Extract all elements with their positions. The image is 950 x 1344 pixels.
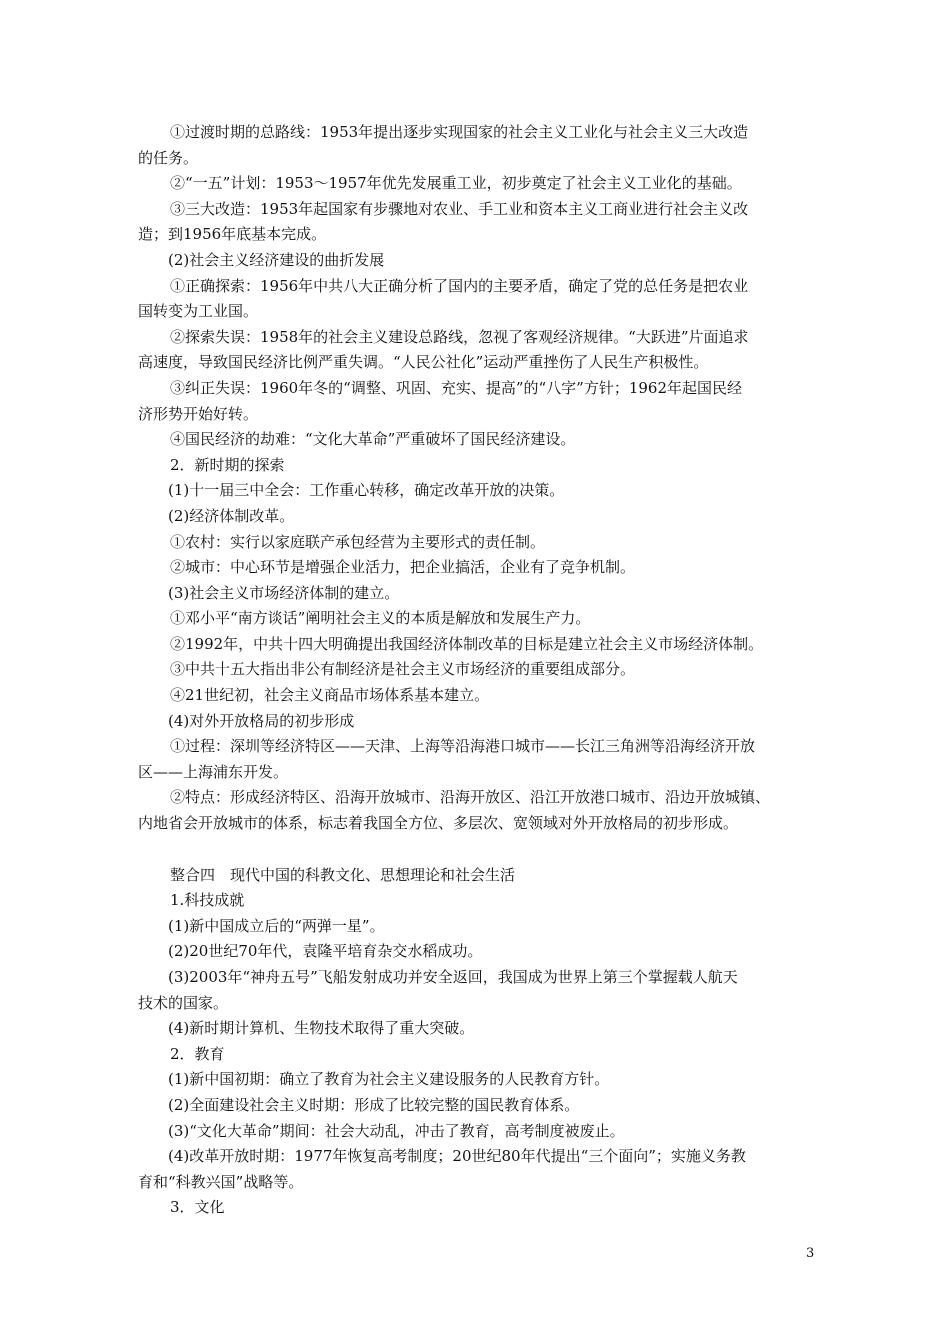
paragraph-line: 造；到1956年底基本完成。 xyxy=(138,225,327,244)
paragraph-line: ③纠正失误：1960年冬的“调整、巩固、充实、提高”的“八字”方针；1962年起国民经 xyxy=(170,378,743,397)
paragraph-line: ①邓小平“南方谈话”阐明社会主义的本质是解放和发展生产力。 xyxy=(170,609,591,628)
paragraph-line: (2)全面建设社会主义时期：形成了比较完整的国民教育体系。 xyxy=(168,1095,580,1114)
body-text xyxy=(138,120,818,1221)
paragraph-line: ②城市：中心环节是增强企业活力，把企业搞活，企业有了竞争机制。 xyxy=(170,558,636,577)
paragraph-line: ②“一五”计划：1953～1957年优先发展重工业，初步奠定了社会主义工业化的基础。 xyxy=(170,174,742,193)
section-heading: 3．文化 xyxy=(170,1198,225,1217)
paragraph-line: ③中共十五大指出非公有制经济是社会主义市场经济的重要组成部分。 xyxy=(170,660,636,679)
paragraph-line: (2)经济体制改革。 xyxy=(168,506,295,525)
paragraph-line: ③三大改造：1953年起国家有步骤地对农业、手工业和资本主义工商业进行社会主义改 xyxy=(170,199,749,218)
paragraph-line: 技术的国家。 xyxy=(138,993,229,1012)
section-title: 整合四 现代中国的科教文化、思想理论和社会生活 xyxy=(170,865,516,884)
paragraph-line: 高速度，导致国民经济比例严重失调。“人民公社化”运动严重挫伤了人民生产积极性。 xyxy=(138,353,709,372)
paragraph-line: 济形势开始好转。 xyxy=(138,404,259,423)
paragraph-line: 国转变为工业国。 xyxy=(138,302,259,321)
paragraph-line: 的任务。 xyxy=(138,148,199,167)
paragraph-line: ①过渡时期的总路线：1953年提出逐步实现国家的社会主义工业化与社会主义三大改造 xyxy=(170,123,749,141)
paragraph-line: (1)新中国初期：确立了教育为社会主义建设服务的人民教育方针。 xyxy=(168,1070,610,1089)
paragraph-line: (3)社会主义市场经济体制的建立。 xyxy=(168,583,400,602)
section-heading: 2．新时期的探索 xyxy=(170,455,285,474)
paragraph-gap xyxy=(138,837,818,863)
paragraph-line: ②探索失误：1958年的社会主义建设总路线，忽视了客观经济规律。“大跃进”片面追求 xyxy=(170,327,749,346)
paragraph-line: ①过程：深圳等经济特区——天津、上海等沿海港口城市——长江三角洲等沿海经济开放 xyxy=(170,737,756,756)
paragraph-line: (2)20世纪70年代，袁隆平培育杂交水稻成功。 xyxy=(168,942,483,961)
paragraph-line: (3)2003年“神舟五号”飞船发射成功并安全返回，我国成为世界上第三个掌握载人航天 xyxy=(168,968,738,986)
page-number: 3 xyxy=(806,1246,815,1261)
section-heading: (2)社会主义经济建设的曲折发展 xyxy=(168,250,385,269)
paragraph-line: ②特点：形成经济特区、沿海开放城市、沿海开放区、沿江开放港口城市、沿边开放城镇、 xyxy=(170,788,771,807)
paragraph-line: (4)新时期计算机、生物技术取得了重大突破。 xyxy=(168,1019,475,1038)
paragraph-line: 区——上海浦东开发。 xyxy=(138,762,289,781)
paragraph-line: (1)新中国成立后的“两弹一星”。 xyxy=(168,916,385,935)
paragraph-line: (1)十一届三中全会：工作重心转移，确定改革开放的决策。 xyxy=(168,481,565,500)
paragraph-line: ④21世纪初，社会主义商品市场体系基本建立。 xyxy=(170,686,490,705)
paragraph-line: (4)改革开放时期：1977年恢复高考制度；20世纪80年代提出“三个面向”；实施义务教 xyxy=(168,1147,746,1166)
section-heading: 1.科技成就 xyxy=(170,891,245,910)
paragraph-line: ①正确探索：1956年中共八大正确分析了国内的主要矛盾，确定了党的总任务是把农业 xyxy=(170,276,749,295)
section-heading: 2．教育 xyxy=(170,1044,225,1063)
paragraph-line: ②1992年，中共十四大明确提出我国经济体制改革的目标是建立社会主义市场经济体制。 xyxy=(170,634,764,653)
paragraph-line: ④国民经济的劫难：“文化大革命”严重破坏了国民经济建设。 xyxy=(170,430,576,449)
paragraph-line: 育和“科教兴国”战略等。 xyxy=(138,1172,304,1191)
paragraph-line: ①农村：实行以家庭联产承包经营为主要形式的责任制。 xyxy=(170,532,546,551)
paragraph-line: 内地省会开放城市的体系，标志着我国全方位、多层次、宽领域对外开放格局的初步形成。 xyxy=(138,814,739,833)
paragraph-line: (3)“文化大革命”期间：社会大动乱，冲击了教育，高考制度被废止。 xyxy=(168,1121,625,1140)
section-heading: (4)对外开放格局的初步形成 xyxy=(168,711,355,730)
